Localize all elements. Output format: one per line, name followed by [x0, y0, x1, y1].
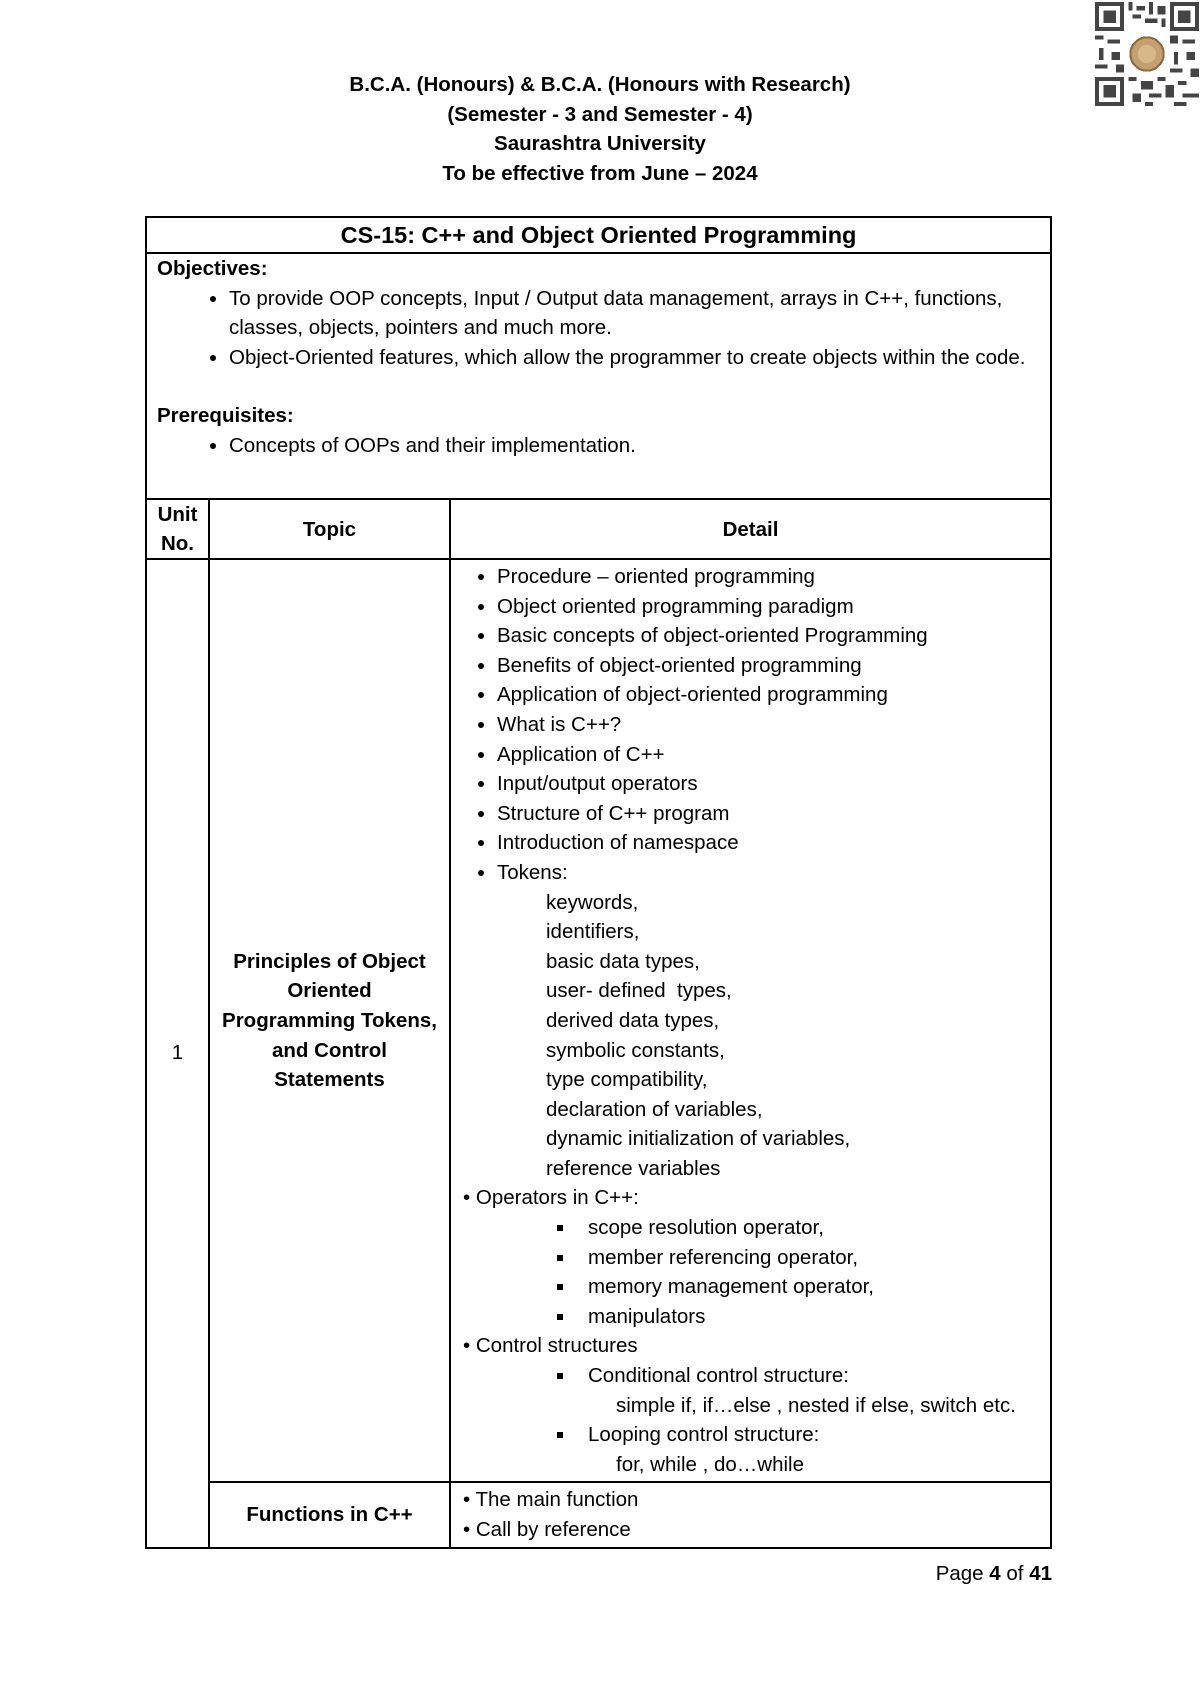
header-semester: (Semester - 3 and Semester - 4) — [447, 102, 753, 126]
page-number — [936, 1562, 1052, 1586]
list-item: • What is C++? — [497, 710, 1044, 740]
syllabus-table — [145, 216, 1052, 1549]
looping-control-item: ▪ Looping control structure: — [576, 1420, 1044, 1450]
list-item: • Basic concepts of object-oriented Programming — [497, 621, 1044, 651]
operators-list — [463, 1213, 1044, 1331]
list-item: • Call by reference — [463, 1518, 631, 1541]
token-item: declaration of variables, — [546, 1097, 763, 1121]
list-item: • Input/output operators — [497, 769, 1044, 799]
list-item: • Benefits of object-oriented programming — [497, 651, 1044, 681]
list-item: • Object oriented programming paradigm — [497, 592, 1044, 622]
token-item: reference variables — [546, 1156, 721, 1180]
list-item: • Application of C++ — [497, 740, 1044, 770]
objectives-list — [157, 284, 1050, 373]
token-item: identifiers, — [546, 920, 640, 944]
token-item: dynamic initialization of variables, — [546, 1127, 851, 1151]
objective-item: • Object-Oriented features, which allow the programmer to create objects within the code. — [229, 343, 1050, 373]
unit-topic: Principles of Object Oriented Programming Tokens, and Control Statements — [209, 559, 450, 1482]
looping-control-detail: for, while , do…while — [616, 1452, 805, 1476]
list-item: • Introduction of namespace — [497, 828, 1044, 858]
topic-header: Topic — [209, 499, 450, 559]
conditional-control-detail: simple if, if…else , nested if else, switch etc. — [616, 1393, 1016, 1417]
control-structures-label: • Control structures — [463, 1334, 638, 1358]
detail-bullet-list — [463, 562, 1044, 888]
header-program: B.C.A. (Honours) & B.C.A. (Honours with Research) — [349, 73, 851, 96]
list-item: • Structure of C++ program — [497, 799, 1044, 829]
conditional-control-item: ▪ Conditional control structure: — [576, 1361, 1044, 1391]
table-header-row — [146, 499, 1051, 559]
list-item: • Procedure – oriented programming — [497, 562, 1044, 592]
page-total: 41 — [1029, 1562, 1052, 1585]
course-title: CS-15: C++ and Object Oriented Programming — [146, 217, 1051, 253]
page-prefix: Page — [935, 1562, 990, 1585]
objective-item: • To provide OOP concepts, Input / Output data management, arrays in C++, functions, classes, objects, pointers and much more. — [229, 284, 1050, 343]
prerequisites-label: Prerequisites: — [157, 404, 294, 428]
list-item: • The main function — [463, 1488, 639, 1512]
token-item: keywords, — [546, 890, 639, 914]
header-university: Saurashtra University — [494, 132, 706, 156]
objectives-label: Objectives: — [157, 257, 268, 280]
token-item: type compatibility, — [546, 1068, 708, 1092]
table-row — [146, 1482, 1051, 1547]
list-item: • Tokens: — [497, 858, 1044, 888]
token-item: derived data types, — [546, 1008, 720, 1032]
page-current: 4 — [989, 1562, 1001, 1585]
prerequisite-item: • Concepts of OOPs and their implementation. — [229, 431, 1050, 461]
unit-no-header: Unit No. — [146, 499, 209, 559]
operator-item: ▪ memory management operator, — [576, 1272, 1044, 1302]
unit-detail — [450, 559, 1051, 1482]
token-item: symbolic constants, — [546, 1038, 725, 1062]
operator-item: ▪ scope resolution operator, — [576, 1213, 1044, 1243]
document-header — [0, 70, 1200, 188]
operator-item: ▪ manipulators — [576, 1302, 1044, 1332]
unit-number: 1 — [146, 559, 209, 1548]
page-of: of — [1000, 1562, 1030, 1585]
control-structures-list — [463, 1361, 1044, 1391]
table-row — [146, 559, 1051, 1482]
token-item: basic data types, — [546, 949, 700, 973]
prerequisites-list — [157, 431, 1050, 461]
looping-list — [463, 1420, 1044, 1450]
functions-detail — [450, 1482, 1051, 1547]
detail-header: Detail — [450, 499, 1051, 559]
list-item: • Application of object-oriented programming — [497, 680, 1044, 710]
objectives-cell — [146, 253, 1051, 499]
operators-label: • Operators in C++: — [463, 1186, 639, 1210]
functions-topic: Functions in C++ — [209, 1482, 450, 1547]
header-effective-date: To be effective from June – 2024 — [442, 161, 758, 185]
token-item: user- defined types, — [546, 979, 732, 1003]
tokens-list — [463, 888, 1044, 1184]
operator-item: ▪ member referencing operator, — [576, 1243, 1044, 1273]
